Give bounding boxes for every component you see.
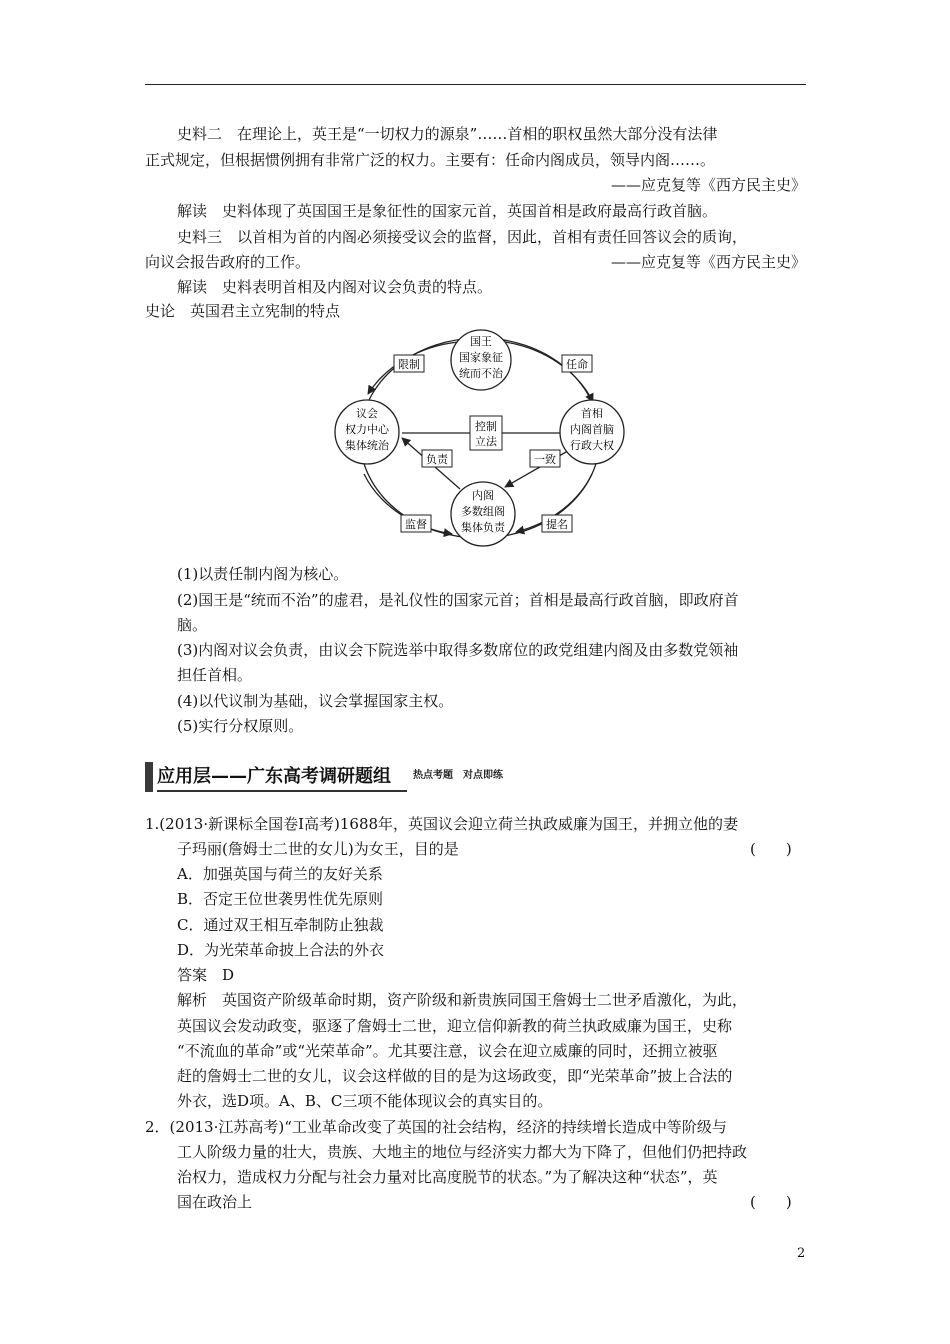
source3-line2: 向议会报告政府的工作。 (145, 253, 311, 271)
q1-stem-line1: 1.(2013·新课标全国卷Ⅰ高考)1688年，英国议会迎立荷兰执政威廉为国王，并拥立他的妻 (145, 815, 739, 833)
label-supervise (401, 515, 431, 532)
label-appoint (562, 355, 592, 372)
svg-text:内阁首脑: 内阁首脑 (570, 423, 614, 436)
q2-stem-line1: 2．(2013·江苏高考)“工业革命改变了英国的社会结构，经济的持续增长造成中等阶级与 (145, 1118, 727, 1136)
source2-citation: ——应克复等《西方民主史》 (610, 176, 806, 194)
svg-text:控制: 控制 (475, 420, 497, 433)
label-responsible (422, 450, 452, 467)
q1-option-d: D．为光荣革命披上合法的外衣 (177, 941, 385, 959)
svg-text:首相: 首相 (581, 407, 603, 420)
monarchy-diagram (330, 324, 630, 552)
svg-text:一致: 一致 (534, 453, 556, 466)
feature-5: (5)实行分权原则。 (177, 717, 304, 735)
svg-text:统而不治: 统而不治 (459, 367, 503, 380)
banner-tag: 热点考题 对点即练 (413, 770, 503, 781)
source3-reading: 解读 史料表明首相及内阁对议会负责的特点。 (177, 278, 493, 296)
svg-text:权力中心: 权力中心 (345, 423, 389, 436)
feature-3: (3)内阁对议会负责，由议会下院选举中取得多数席位的政党组建内阁及由多数党领袖 (177, 641, 739, 659)
svg-text:集体统治: 集体统治 (345, 439, 389, 452)
svg-text:监督: 监督 (405, 518, 427, 531)
svg-text:限制: 限制 (398, 358, 420, 371)
label-limit (394, 355, 424, 372)
label-control (470, 416, 502, 450)
source3-citation: ——应克复等《西方民主史》 (610, 253, 806, 271)
svg-text:立法: 立法 (475, 435, 497, 448)
banner-title: 应用层——广东高考调研题组 (157, 766, 391, 787)
svg-text:国王: 国王 (470, 335, 492, 348)
header-rule (145, 84, 806, 85)
source2-line1: 史料二 在理论上，英王是“一切权力的源泉”……首相的职权虽然大部分没有法律 (177, 125, 718, 143)
q2-stem-line3: 治权力，造成权力分配与社会力量对比高度脱节的状态。”为了解决这种“状态”，英 (177, 1168, 718, 1186)
svg-text:行政大权: 行政大权 (570, 439, 614, 452)
q1-analysis-line3: “不流血的革命”或“光荣革命”。尤其要注意，议会在迎立威廉的同时，还拥立被驱 (177, 1042, 718, 1060)
q1-analysis-line5: 外衣，选D项。A、B、C三项不能体现议会的真实目的。 (177, 1092, 553, 1110)
q1-option-a: A．加强英国与荷兰的友好关系 (177, 865, 383, 883)
feature-2: (2)国王是“统而不治”的虚君，是礼仪性的国家元首；首相是最高行政首脑，即政府首 (177, 591, 739, 609)
svg-text:内阁: 内阁 (472, 489, 494, 502)
feature-1: (1)以责任制内阁为核心。 (177, 565, 349, 583)
source2-reading: 解读 史料体现了英国国王是象征性的国家元首，英国首相是政府最高行政首脑。 (177, 202, 718, 220)
q1-analysis-line2: 英国议会发动政变，驱逐了詹姆士二世，迎立信仰新教的荷兰执政威廉为国王，史称 (177, 1017, 733, 1035)
node-king (451, 330, 511, 390)
q1-stem-line2: 子玛丽(詹姆士二世的女儿)为女王，目的是 (177, 840, 459, 858)
banner-bar (145, 762, 153, 792)
node-parliament (335, 400, 399, 464)
q2-stem-line2: 工人阶级力量的壮大，贵族、大地主的地位与经济实力都大为下降了，但他们仍把持政 (177, 1143, 748, 1161)
svg-text:议会: 议会 (356, 407, 378, 420)
svg-text:集体负责: 集体负责 (461, 521, 505, 534)
svg-text:任命: 任命 (566, 358, 588, 371)
q1-analysis-line1: 解析 英国资产阶级革命时期，资产阶级和新贵族同国王詹姆士二世矛盾激化，为此， (177, 991, 748, 1009)
source2-line2: 正式规定，但根据惯例拥有非常广泛的权力。主要有：任命内阁成员，领导内阁……。 (145, 151, 716, 169)
feature-2-cont: 脑。 (177, 616, 208, 634)
q2-answer-paren: ( ) (750, 1193, 792, 1211)
svg-text:提名: 提名 (546, 518, 568, 531)
node-cabinet (451, 482, 515, 546)
banner-underline (157, 790, 407, 792)
q1-answer-paren: ( ) (750, 840, 792, 858)
source3-line1: 史料三 以首相为首的内阁必须接受议会的监督，因此，首相有责任回答议会的质询， (177, 228, 748, 246)
label-nominate (542, 515, 572, 532)
label-consistent (530, 450, 560, 467)
node-pm (560, 400, 624, 464)
svg-text:负责: 负责 (426, 453, 448, 466)
q1-analysis-line4: 赶的詹姆士二世的女儿，议会这样做的目的是为这场政变，即“光荣革命”披上合法的 (177, 1067, 733, 1085)
q1-answer: 答案 D (177, 966, 235, 984)
feature-3-cont: 担任首相。 (177, 666, 253, 684)
feature-4: (4)以代议制为基础，议会掌握国家主权。 (177, 692, 454, 710)
page-number: 2 (797, 1246, 806, 1261)
q1-option-c: C．通过双王相互牵制防止独裁 (177, 916, 384, 934)
svg-text:国家象征: 国家象征 (459, 351, 503, 364)
section-banner (145, 762, 520, 792)
svg-text:多数组阁: 多数组阁 (461, 505, 505, 518)
q1-option-b: B．否定王位世袭男性优先原则 (177, 890, 384, 908)
shilun-heading: 史论 英国君主立宪制的特点 (145, 302, 341, 320)
q2-stem-line4: 国在政治上 (177, 1193, 253, 1211)
